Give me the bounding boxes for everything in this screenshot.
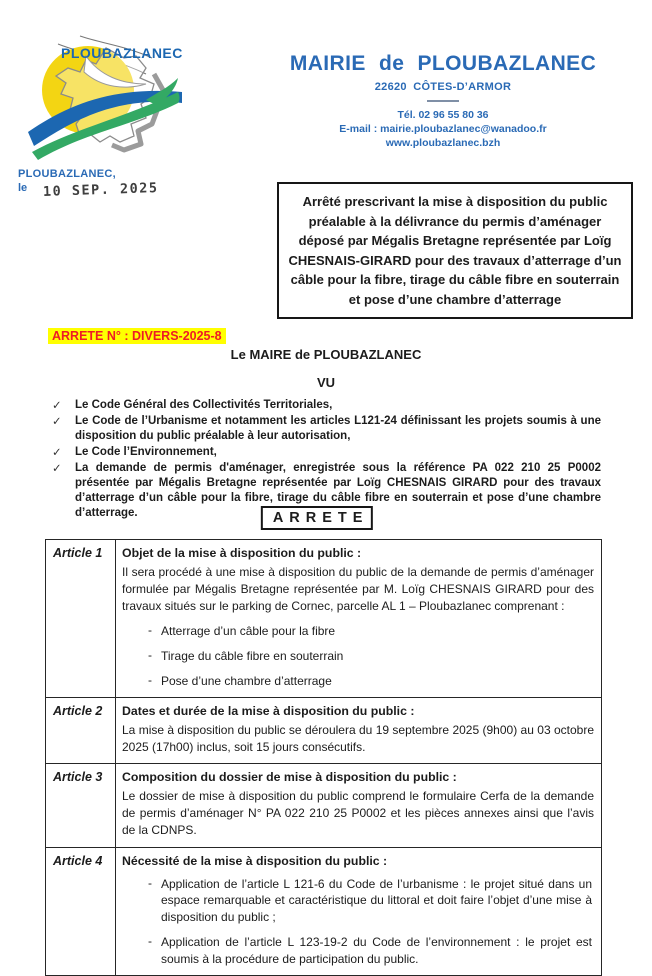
letterhead — [250, 52, 636, 151]
letterhead-divider — [427, 100, 459, 102]
vu-item: ✓ Le Code de l’Urbanisme et notamment les articles L121-24 définissant les projets soumis à une disposition du public préalable à leur autorisation, — [52, 414, 601, 442]
article-body: La mise à disposition du public se déroulera du 19 septembre 2025 (9h00) au 03 octobre 2025 (17h00) inclus, soit 15 jours consécutifs. — [122, 722, 594, 755]
article-label: Article 4 — [46, 847, 116, 975]
vu-item: ✓ Le Code Général des Collectivités Territoriales, — [52, 399, 333, 412]
article-label: Article 2 — [46, 697, 116, 763]
check-icon: ✓ — [52, 415, 62, 428]
table-row — [46, 847, 602, 975]
article-heading: Nécessité de la mise à disposition du public : — [122, 853, 388, 868]
arrete-number: ARRETE N° : DIVERS-2025-8 — [48, 328, 226, 344]
subject-box: Arrêté prescrivant la mise à disposition du public préalable à la délivrance du permis d’aménager déposé par Mégalis Bretagne représentée par Loïg CHESNAIS-GIRARD pour des travaux d’atterrage d’un câble pour la fibre, tirage du câble fibre en souterrain et pose d’une chambre d’atterrage — [277, 182, 633, 319]
commune-logo — [28, 28, 182, 165]
list-item: - Application de l’article L 123-19-2 du Code de l’environnement : le projet est soumis à la procédure de participation du public. — [148, 934, 592, 966]
dateline — [18, 168, 159, 201]
mairie-subtitle: 22620 CÔTES-D’ARMOR — [374, 81, 512, 93]
article-heading: Objet de la mise à disposition du public : — [122, 546, 362, 560]
dash-icon: - — [148, 934, 152, 949]
website-line: www.ploubazlanec.bzh — [385, 137, 501, 150]
check-icon: ✓ — [52, 400, 62, 412]
check-icon: ✓ — [52, 446, 62, 459]
vu-item: ✓ Le Code l’Environnement, — [52, 445, 217, 459]
article-body: Il sera procédé à une mise à disposition du public de la demande de permis d’aménager formulée par Mégalis Bretagne représentée par M. Loïg CHESNAIS GIRARD pour des travaux situés sur le parking de Cornec, parcelle AL 1 – Ploubazlanec comprenant : — [122, 565, 594, 614]
dateline-le: le — [18, 182, 28, 194]
list-item: - Atterrage d’un câble pour la fibre — [148, 623, 336, 639]
arrete-heading: ARRETE — [261, 506, 373, 530]
date-stamp: 10 SEP. 2025 — [42, 179, 159, 201]
email-line: E-mail : mairie.ploubazlanec@wanadoo.fr — [339, 123, 547, 136]
vu-label: VU — [316, 375, 336, 390]
maire-line: Le MAIRE de PLOUBAZLANEC — [230, 347, 422, 362]
logo-text: PLOUBAZLANEC — [61, 45, 183, 61]
mairie-title: MAIRIE de PLOUBAZLANEC — [289, 52, 597, 75]
list-item: - Application de l’article L 121-6 du Code de l’urbanisme : le projet situé dans un espace remarquable et caractéristique du littoral et doit faire l’objet d’une mise à disposition du public ; — [148, 875, 592, 925]
article-heading: Dates et durée de la mise à disposition du public : — [122, 703, 415, 718]
dateline-city: PLOUBAZLANEC, — [18, 168, 117, 180]
table-row — [46, 764, 602, 847]
list-item: - Tirage du câble fibre en souterrain — [148, 648, 344, 664]
dash-icon: - — [148, 875, 152, 890]
article-heading: Composition du dossier de mise à disposition du public : — [122, 770, 457, 785]
dash-icon: - — [148, 623, 152, 638]
table-row — [46, 697, 602, 763]
check-icon: ✓ — [52, 462, 62, 475]
dash-icon: - — [148, 648, 152, 663]
list-item: - Pose d’une chambre d’atterrage — [148, 673, 332, 689]
articles-table — [45, 539, 602, 976]
article-body: Le dossier de mise à disposition du public comprend le formulaire Cerfa de la demande de permis d’aménager N° PA 022 210 25 P0002 et les pièces annexes ainsi que l’avis de la CDNPS. — [122, 789, 594, 838]
dash-icon: - — [148, 673, 152, 688]
article-label: Article 1 — [46, 540, 116, 698]
table-row — [46, 540, 602, 698]
vu-item: ✓ La demande de permis d'aménager, enregistrée sous la référence PA 022 210 25 P0002 présentée par Mégalis Bretagne représentée par Loïg CHESNAIS GIRARD pour des travaux d’atterrage d’un câble pour la fibre, tirage du câble fibre en souterrain et pose d’une chambre d’atterrage. — [52, 461, 601, 519]
article-label: Article 3 — [46, 764, 116, 847]
vu-list — [52, 398, 601, 522]
phone-line: Tél. 02 96 55 80 36 — [397, 109, 489, 121]
